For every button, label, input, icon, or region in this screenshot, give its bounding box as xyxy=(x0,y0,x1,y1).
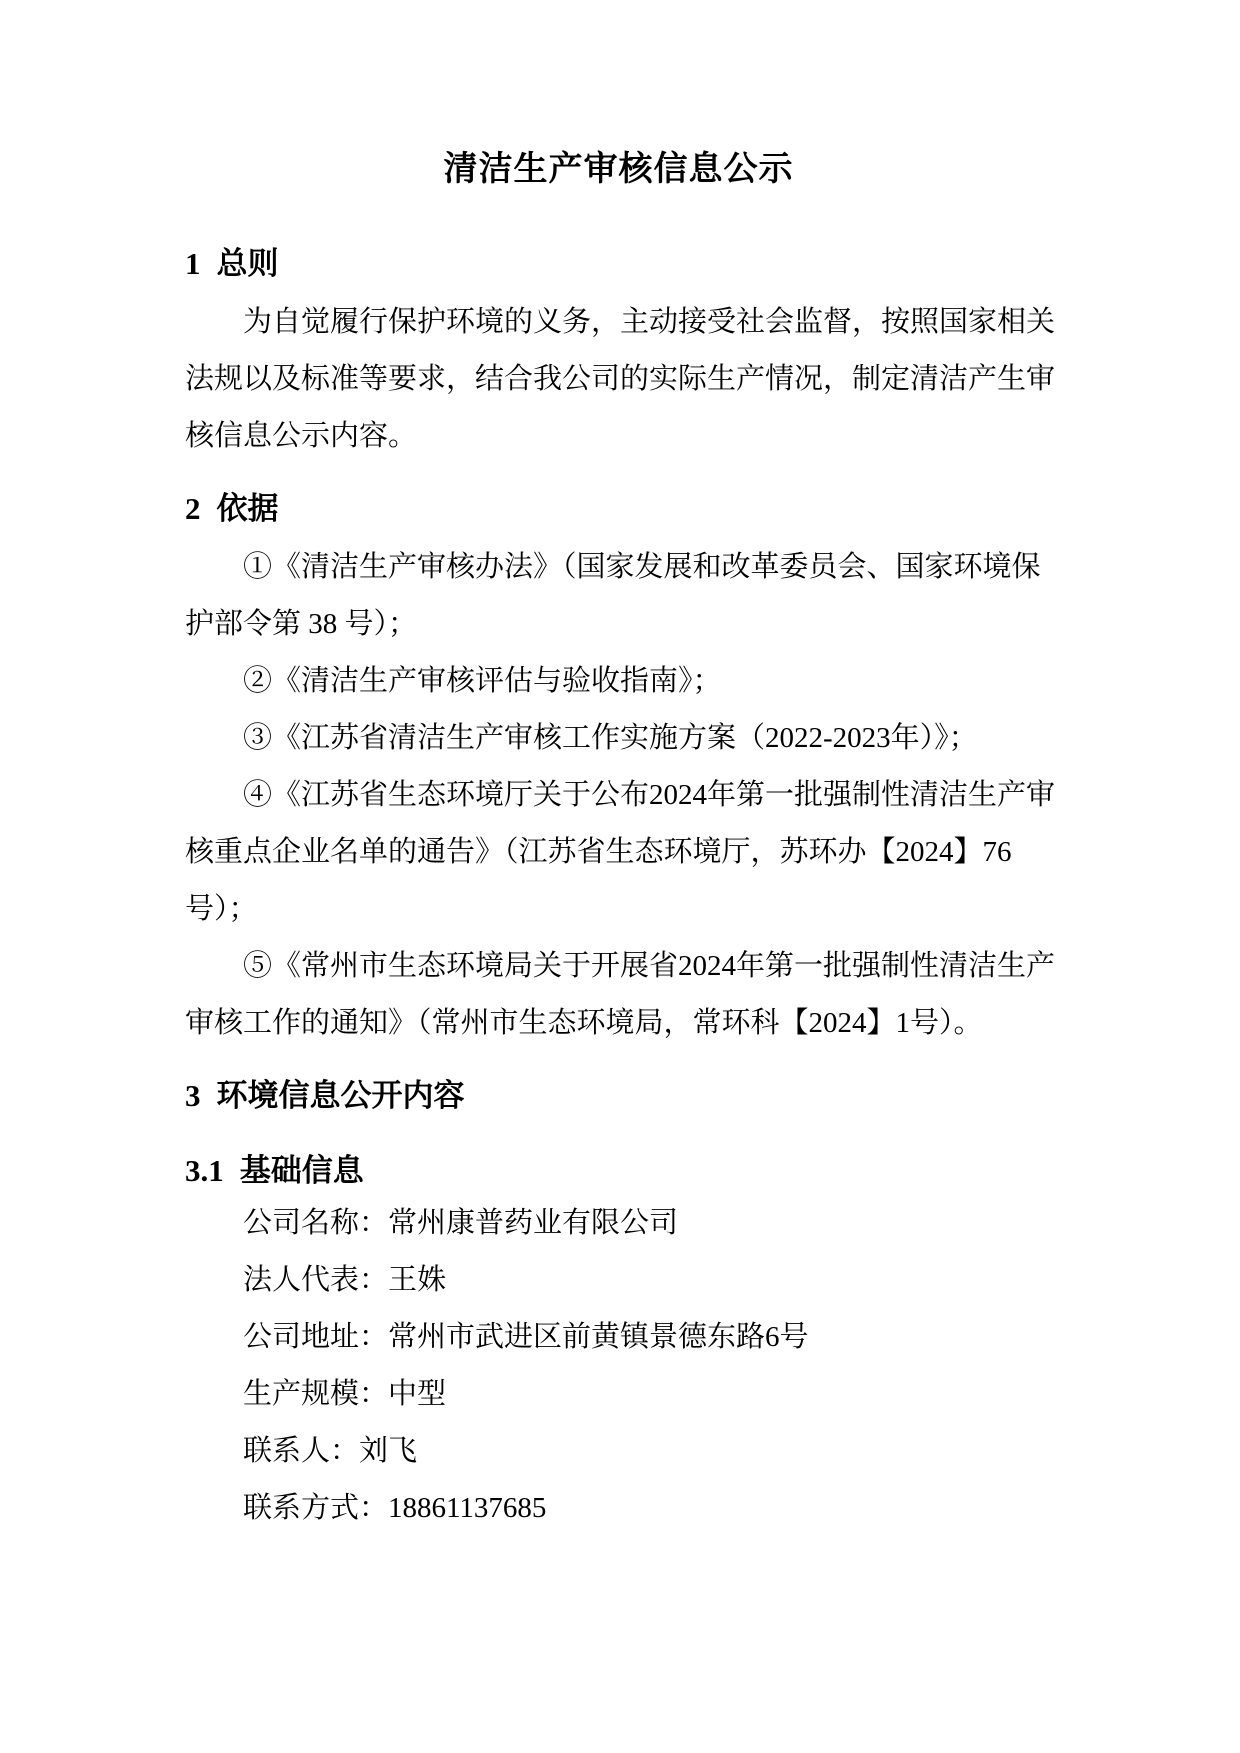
reference-item-line: 审核工作的通知》（常州市生态环境局，常环科【2024】1号）。 xyxy=(185,1007,983,1039)
basic-info-list xyxy=(185,1195,1052,1537)
section-2-reference-list xyxy=(185,539,1056,1052)
reference-item-line: 号）； xyxy=(185,893,258,925)
section-1-paragraph xyxy=(185,294,1056,465)
paragraph-line: 为自觉履行保护环境的义务，主动接受社会监督，按照国家相关 xyxy=(243,306,1056,338)
reference-item-line: ③《江苏省清洁生产审核工作实施方案（2022-2023年）》； xyxy=(243,722,978,754)
contact-person-line: 联系人：刘飞 xyxy=(243,1435,418,1467)
company-name-line: 公司名称：常州康普药业有限公司 xyxy=(243,1207,679,1239)
section-2-heading-text: 依据 xyxy=(216,491,279,526)
section-3-1-heading xyxy=(185,1149,1052,1193)
production-scale-line: 生产规模：中型 xyxy=(243,1378,447,1410)
section-3-heading-text: 环境信息公开内容 xyxy=(216,1078,465,1113)
section-1-heading-text: 总则 xyxy=(216,246,279,281)
legal-representative-line: 法人代表：王姝 xyxy=(243,1264,447,1296)
contact-phone-line: 联系方式：18861137685 xyxy=(243,1492,547,1524)
paragraph-line: 核信息公示内容。 xyxy=(185,420,418,452)
section-3-number: 3 xyxy=(185,1078,201,1113)
section-3-heading xyxy=(185,1074,1052,1118)
reference-item-line: ①《清洁生产审核办法》（国家发展和改革委员会、国家环境保 xyxy=(243,551,1041,583)
reference-item-line: 核重点企业名单的通告》（江苏省生态环境厅，苏环办【2024】76 xyxy=(185,836,1012,868)
reference-item-line: ④《江苏省生态环境厅关于公布2024年第一批强制性清洁生产审 xyxy=(243,779,1056,811)
reference-item-line: ⑤《常州市生态环境局关于开展省2024年第一批强制性清洁生产 xyxy=(243,950,1056,982)
section-1-number: 1 xyxy=(185,246,201,281)
paragraph-line: 法规以及标准等要求，结合我公司的实际生产情况，制定清洁产生审 xyxy=(185,363,1056,395)
section-3-1-heading-text: 基础信息 xyxy=(239,1153,364,1188)
section-3-1-number: 3.1 xyxy=(185,1153,224,1188)
section-1-heading xyxy=(185,242,1052,286)
section-2-heading xyxy=(185,487,1052,531)
reference-item-line: ②《清洁生产审核评估与验收指南》； xyxy=(243,665,722,697)
document-title: 清洁生产审核信息公示 xyxy=(443,151,794,188)
reference-item-line: 护部令第 38 号）； xyxy=(185,608,418,640)
section-2-number: 2 xyxy=(185,491,201,526)
company-address-line: 公司地址：常州市武进区前黄镇景德东路6号 xyxy=(243,1321,809,1353)
